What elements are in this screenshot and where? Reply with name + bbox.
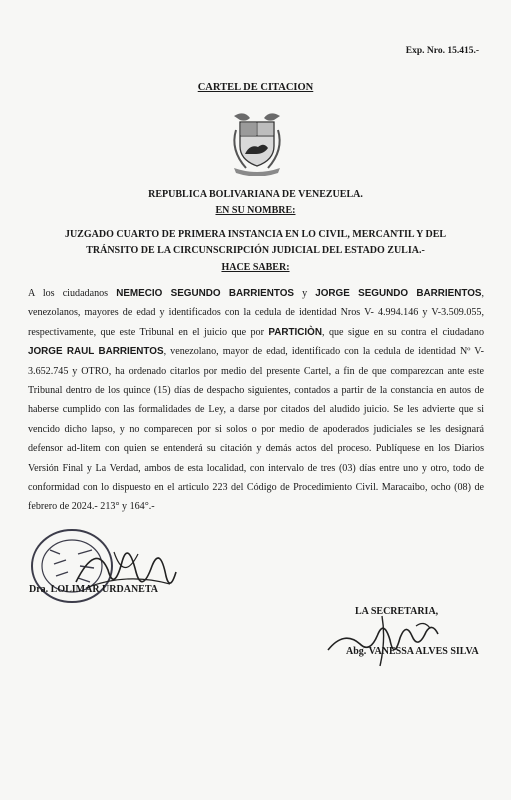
en-su-nombre-text: EN SU NOMBRE: (215, 205, 296, 216)
court-heading-line1: JUZGADO CUARTO DE PRIMERA INSTANCIA EN LO CIVIL, MERCANTIL Y DEL (64, 229, 447, 240)
coat-of-arms-icon (226, 110, 288, 176)
en-su-nombre-heading (0, 203, 511, 218)
body-text-5: , venezolano, mayor de edad, identificado con la cedula de identidad Nº V-3.652.745 y OTRO, ha ordenado citarlos por medio del presente Cartel, a fin de que comparezcan ante este Tribunal dentro de los quince (15) días de despacho siguientes, contados a partir de la constancia en autos de haberse cumplido con las formalidades de Ley, a darse por citados del aludido juicio. Se les advierte que si vencido dicho lapso, y no comparecen por si solos o por medio de apoderados judiciales se les designará defensor ad-litem con quien se entenderá su citación y demás actos del proceso. Publíquese en los Diarios Versión Final y La Verdad, ambos de esta localidad, con intervalo de tres (03) días entre uno y otro, todo de conformidad con lo dispuesto en el articulo 223 del Código de Procedimiento Civil. Maracaibo, ocho (08) de febrero de 2024.- 213° y 164°.- (28, 346, 484, 513)
secretary-title: LA SECRETARIA, (355, 606, 439, 617)
defendant-name-1: NEMECIO SEGUNDO BARRIENTOS (116, 288, 294, 299)
summons-body-text (28, 284, 484, 517)
body-text-2: y (293, 288, 316, 299)
judge-name: Dra. LOLIMAR URDANETA (29, 584, 158, 595)
secretary-name: Abg. VANESSA ALVES SILVA (346, 646, 479, 657)
document-title (0, 82, 511, 93)
body-text-4: , que sigue en su contra el ciudadano (322, 326, 484, 338)
body-text-1: A los ciudadanos (28, 288, 117, 299)
body-text-3: , venezolanos, mayores de edad y identificados con la cedula de identidad Nros V- 4.994.146 y V-3.509.055, respectivamente, que este Tribunal en el juicio que por (28, 288, 484, 338)
expediente-number: Exp. Nro. 15.415.- (405, 46, 479, 56)
plaintiff-name: JORGE RAUL BARRIENTOS (28, 346, 164, 358)
republic-heading: REPUBLICA BOLIVARIANA DE VENEZUELA. (148, 189, 363, 200)
secretary-signature-icon (320, 610, 450, 672)
court-heading-line2: TRÁNSITO DE LA CIRCUNSCRIPCIÓN JUDICIAL DEL ESTADO ZULIA.- (86, 245, 425, 256)
hace-saber-text: HACE SABER: (221, 262, 290, 273)
document-title-text: CARTEL DE CITACION (197, 82, 314, 93)
hace-saber-heading (0, 260, 511, 275)
case-type: PARTICIÒN (268, 326, 322, 338)
defendant-name-2: JORGE SEGUNDO BARRIENTOS (315, 288, 482, 299)
